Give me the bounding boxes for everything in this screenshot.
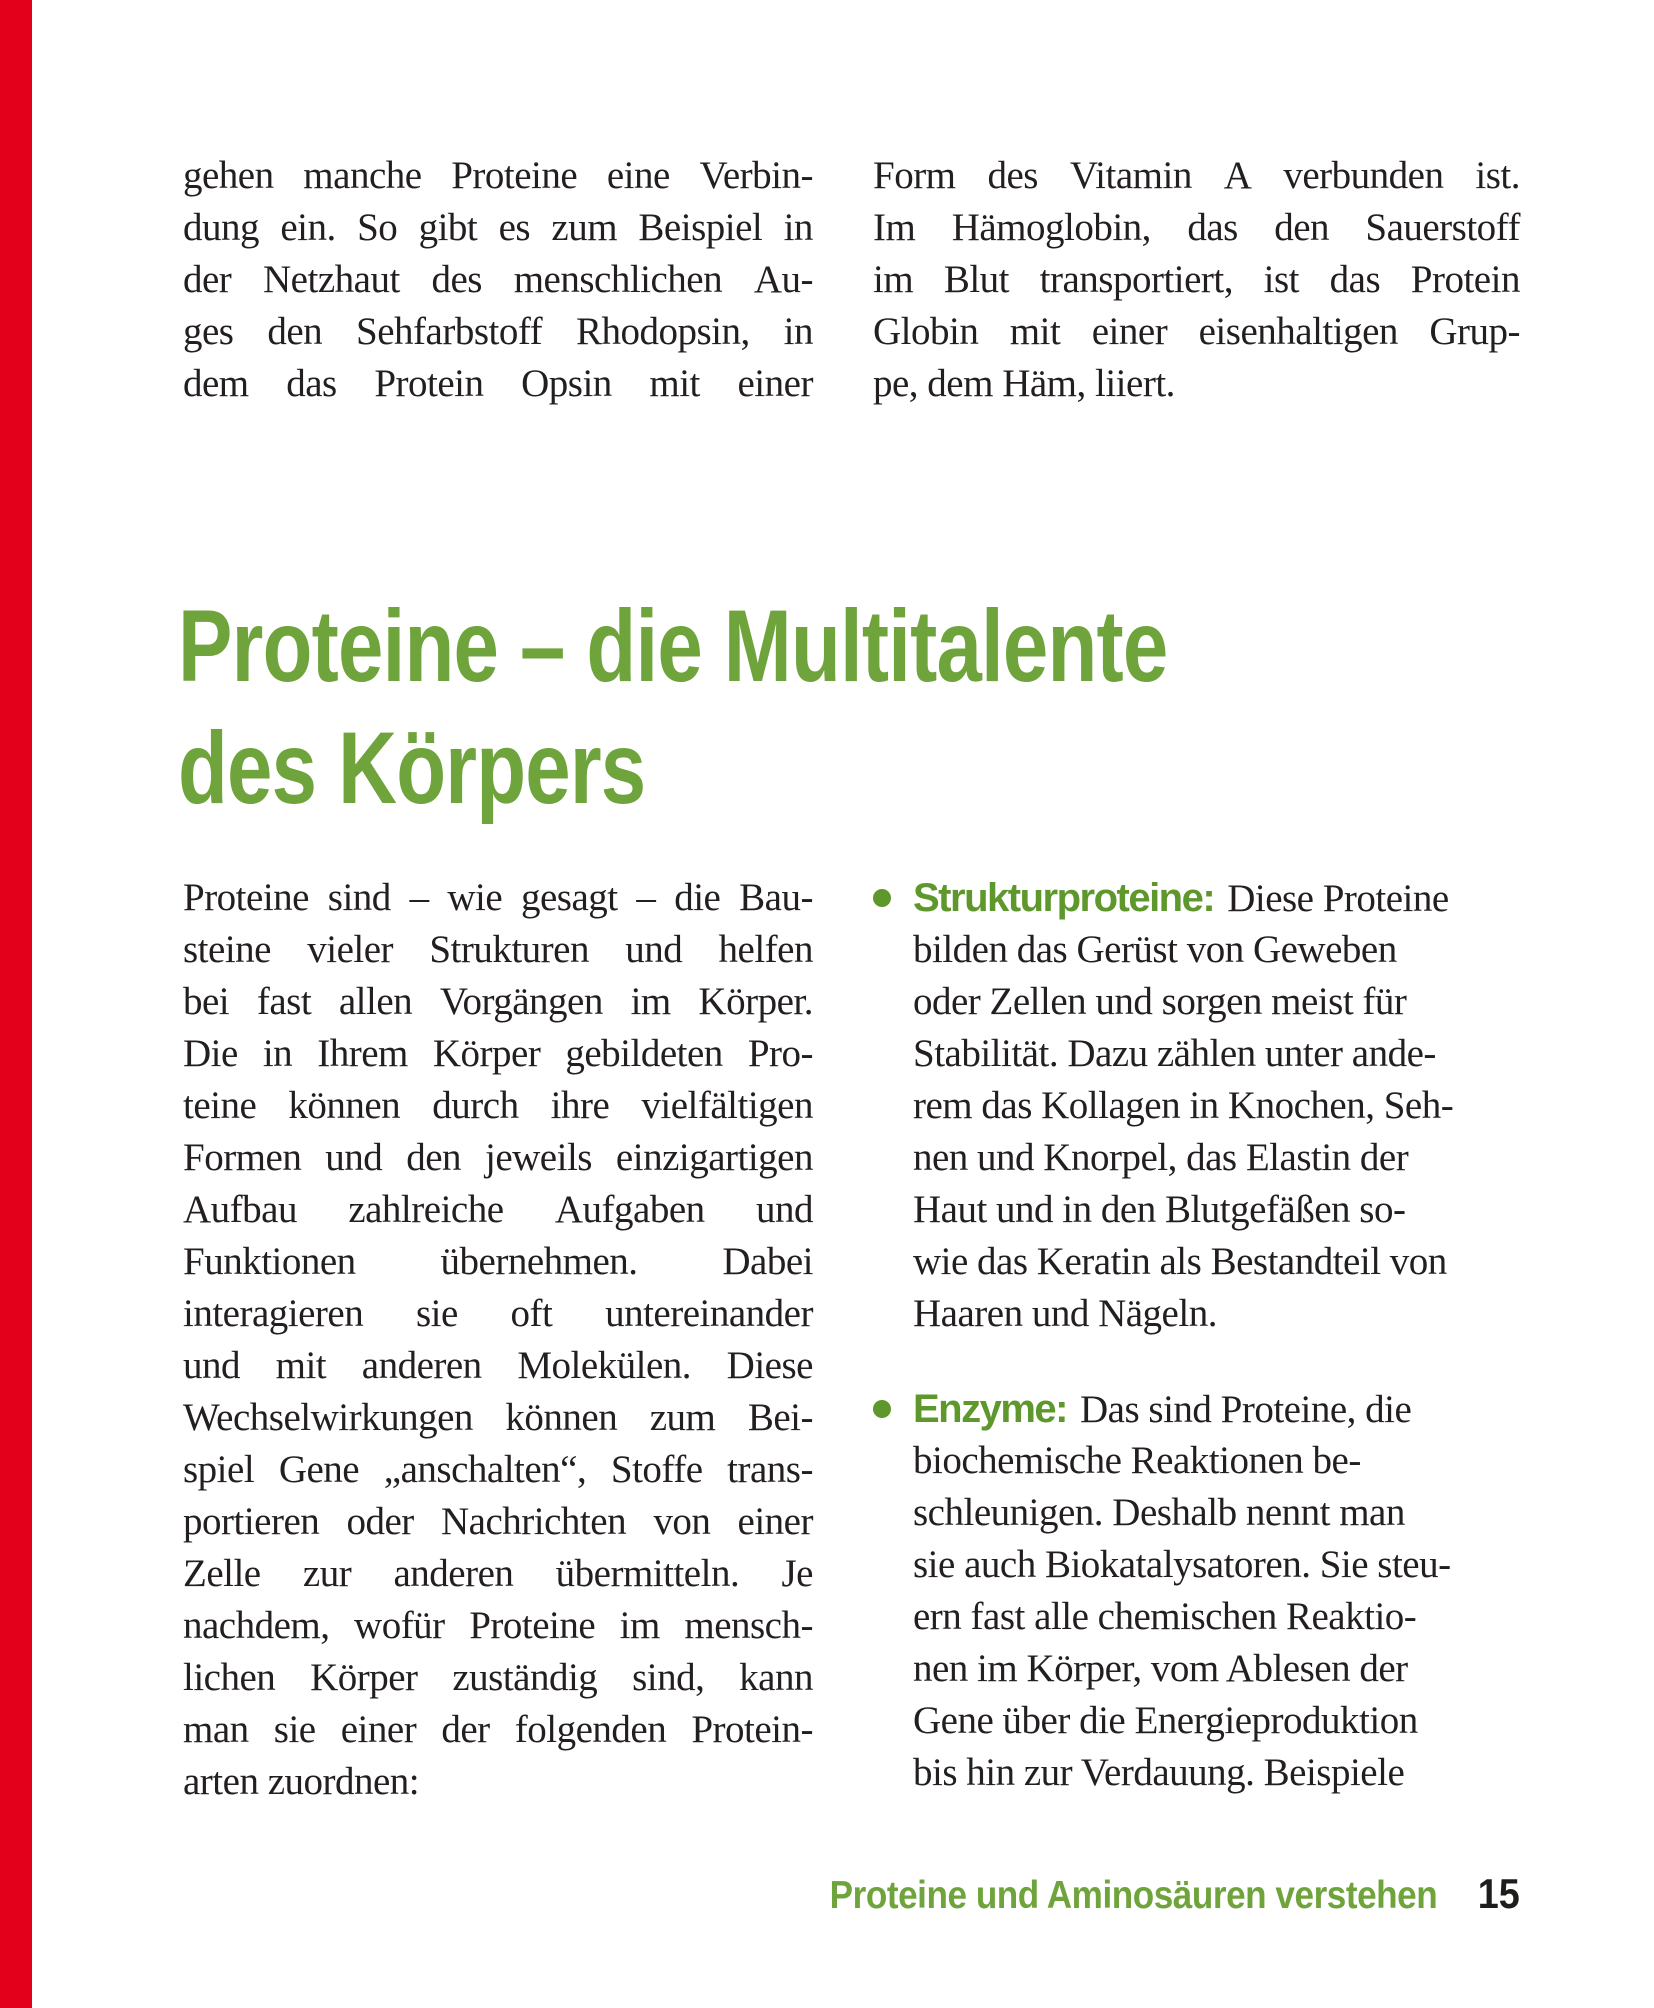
text-line: Funktionen übernehmen. Dabei [183, 1240, 813, 1283]
bullet-first-line-text: Das sind Proteine, die [1080, 1388, 1412, 1431]
text-line: rem das Kollagen in Knochen, Seh- [913, 1084, 1454, 1127]
text-line: portieren oder Nachrichten von einer [183, 1500, 813, 1543]
text-line: ges den Sehfarbstoff Rhodopsin, in [183, 310, 813, 353]
text-line: man sie einer der folgenden Protein- [183, 1708, 813, 1751]
text-line: der Netzhaut des menschlichen Au- [183, 258, 813, 301]
text-line: Form des Vitamin A verbunden ist. [873, 154, 1520, 197]
text-line: bei fast allen Vorgängen im Körper. [183, 980, 813, 1023]
text-line: Stabilität. Dazu zählen unter ande- [913, 1032, 1436, 1075]
bullet-label: Enzyme: [913, 1387, 1067, 1431]
text-line: Formen und den jeweils einzigartigen [183, 1136, 813, 1179]
intro-paragraph-left-column [183, 872, 813, 1808]
text-line: lichen Körper zuständig sind, kann [183, 1656, 813, 1699]
text-line: pe, dem Häm, liiert. [873, 362, 1175, 405]
bullet-dot-icon [873, 889, 891, 907]
footer-page-number: 15 [1477, 1870, 1520, 1917]
text-line [913, 1383, 1520, 1435]
text-line: dung ein. So gibt es zum Beispiel in [183, 206, 813, 249]
text-line: dem das Protein Opsin mit einer [183, 362, 813, 405]
bullet-dot-icon [873, 1400, 891, 1418]
text-line: und mit anderen Molekülen. Diese [183, 1344, 813, 1387]
text-line: Die in Ihrem Körper gebildeten Pro- [183, 1032, 813, 1075]
chapter-heading-line2: des Körpers [178, 711, 646, 825]
text-line: nen im Körper, vom Ablesen der [913, 1647, 1408, 1690]
text-line: nachdem, wofür Proteine im mensch- [183, 1604, 813, 1647]
page-footer [830, 1870, 1520, 1918]
text-line: arten zuordnen: [183, 1760, 420, 1803]
bullet-marker [873, 872, 913, 1340]
text-line: Haut und in den Blutgefäßen so- [913, 1188, 1406, 1231]
bullet-body-lines [913, 1435, 1520, 1799]
footer-chapter-title: Proteine und Aminosäuren verstehen [829, 1874, 1438, 1917]
bullet-label: Strukturproteine: [913, 876, 1215, 920]
bullet-content [913, 872, 1520, 1340]
chapter-heading-line1: Proteine – die Multitalente [178, 589, 1168, 703]
text-line: biochemische Reaktionen be- [913, 1439, 1361, 1482]
text-line: im Blut transportiert, ist das Protein [873, 258, 1520, 301]
text-line: bilden das Gerüst von Geweben [913, 928, 1397, 971]
text-line: Zelle zur anderen übermitteln. Je [183, 1552, 813, 1595]
top-paragraph-right-column [873, 150, 1520, 410]
text-line: spiel Gene „anschalten“, Stoffe trans- [183, 1448, 813, 1491]
text-line: Globin mit einer eisenhaltigen Grup- [873, 310, 1520, 353]
text-line: teine können durch ihre vielfältigen [183, 1084, 813, 1127]
top-paragraph-left-column [183, 150, 813, 410]
protein-types-bullet-list [873, 872, 1520, 1799]
text-line: Im Hämoglobin, das den Sauerstoff [873, 206, 1520, 249]
text-line: schleunigen. Deshalb nennt man [913, 1491, 1405, 1534]
text-line: ern fast alle chemischen Reaktio- [913, 1595, 1417, 1638]
bullet-item-strukturproteine [873, 872, 1520, 1340]
text-line: Wechselwirkungen können zum Bei- [183, 1396, 813, 1439]
text-line: oder Zellen und sorgen meist für [913, 980, 1407, 1023]
text-line: steine vieler Strukturen und helfen [183, 928, 813, 971]
bullet-marker [873, 1383, 913, 1799]
text-line: gehen manche Proteine eine Verbin- [183, 154, 813, 197]
text-line [913, 872, 1520, 924]
chapter-heading [178, 585, 1298, 829]
text-line: bis hin zur Verdauung. Beispiele [913, 1751, 1405, 1794]
text-line: nen und Knorpel, das Elastin der [913, 1136, 1409, 1179]
text-line: Gene über die Energieproduktion [913, 1699, 1418, 1742]
page-edge-red-bar [0, 0, 32, 2008]
bullet-first-line-text: Diese Proteine [1227, 877, 1449, 920]
text-line: wie das Keratin als Bestandteil von [913, 1240, 1447, 1283]
text-line: Proteine sind – wie gesagt – die Bau- [183, 876, 813, 919]
bullet-body-lines [913, 924, 1520, 1340]
bullet-item-enzyme [873, 1383, 1520, 1799]
text-line: interagieren sie oft untereinander [183, 1292, 813, 1335]
text-line: Aufbau zahlreiche Aufgaben und [183, 1188, 813, 1231]
text-line: Haaren und Nägeln. [913, 1292, 1217, 1335]
text-line: sie auch Biokatalysatoren. Sie steu- [913, 1543, 1451, 1586]
bullet-content [913, 1383, 1520, 1799]
